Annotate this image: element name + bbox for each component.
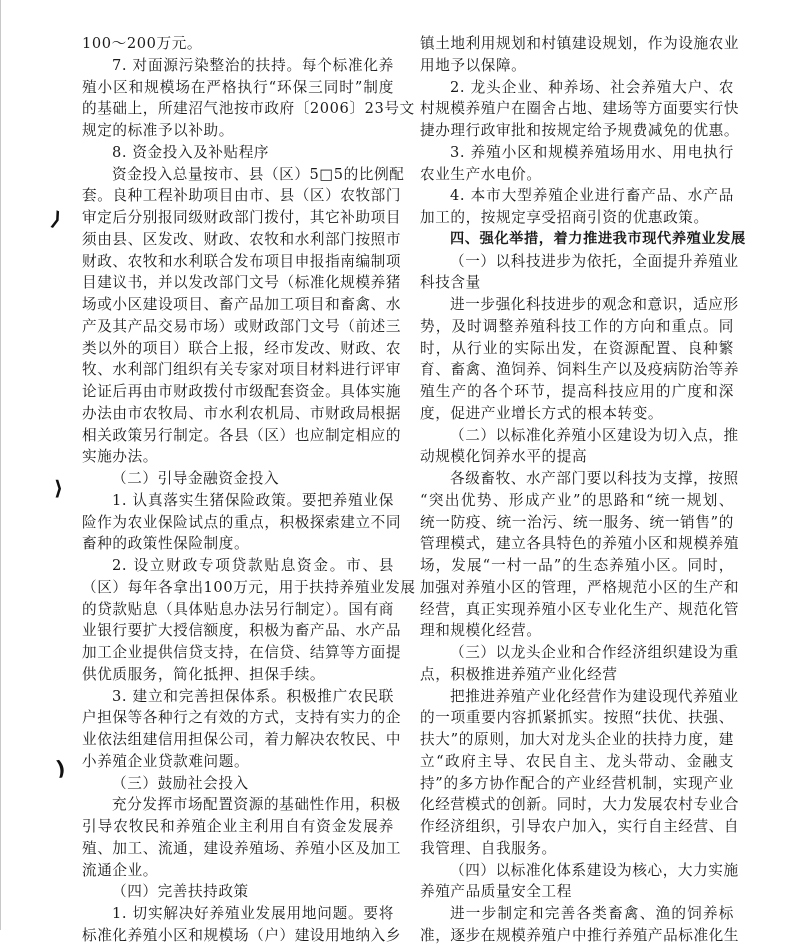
text-line: 标准化养殖小区和规模场（户）建设用地纳入乡	[82, 926, 402, 944]
text-line: 牧、水利部门组织有关专家对项目材料进行评审	[82, 361, 402, 379]
text-line: 村规模养殖户在圈舍占地、建场等方面要实行快	[420, 100, 740, 118]
text-line: 小养殖企业贷款难问题。	[82, 752, 250, 770]
text-line: 进一步强化科技进步的观念和意识，适应形	[450, 296, 739, 313]
text-line: 供优质服务，简化抵押、担保手续。	[82, 665, 326, 683]
text-line: 育、畜禽、渔饲养、饲料生产以及疫病防治等养	[420, 361, 740, 379]
section-heading: 四、强化举措，着力推进我市现代养殖业发展	[450, 230, 746, 247]
text-line: 畜种的政策性保险制度。	[82, 535, 250, 553]
text-line: 套。良种工程补助项目由市、县（区）农牧部门	[82, 187, 402, 205]
text-line: 2. 设立财政专项贷款贴息资金。市、县	[112, 557, 394, 574]
text-line: 1. 认真落实生猪保险政策。要把养殖业保	[112, 491, 394, 509]
text-line: 用地予以保障。	[420, 56, 527, 74]
text-line: 险作为农业保险试点的重点，积极探索建立不同	[82, 513, 402, 531]
text-line: 业银行要扩大授信额度，积极为畜产品、水产品	[82, 622, 402, 640]
text-line: 1. 切实解决好养殖业发展用地问题。要将	[112, 905, 394, 922]
text-line: 殖、加工、流通，建设养殖场、养殖小区及加工	[82, 839, 402, 857]
text-line: 财政、农牧和水利联合发布项目申报指南编制项	[82, 252, 402, 270]
text-line: 场，发展“一村一品”的生态养殖小区。同时，	[420, 557, 734, 574]
text-line: 充分发挥市场配置资源的基础性作用，积极	[112, 796, 401, 814]
text-line: 准，逐步在规模养殖户中推行养殖产品标准化生	[420, 926, 740, 944]
text-line: 7. 对面源污染整治的扶持。每个标准化养	[112, 56, 394, 74]
text-line: 度，促进产业增长方式的根本转变。	[420, 404, 664, 422]
text-line: （二）以标准化养殖小区建设为切入点，推	[450, 426, 739, 444]
text-line: 持”的多方协作配合的产业经营机制，实现产业	[420, 774, 734, 792]
text-line: （四）完善扶持政策	[112, 883, 249, 901]
text-line: 的贷款贴息（具体贴息办法另行制定）。国有商	[82, 600, 394, 618]
text-line: 我管理、自我服务。	[420, 839, 557, 857]
text-line: 产及其产品交易市场）或财政部门文号（前述三	[82, 317, 402, 335]
text-line: （一）以科技进步为依托，全面提升养殖业	[450, 252, 739, 270]
text-line: 的一项重要内容抓紧抓实。按照“扶优、扶强、	[420, 709, 734, 727]
text-line: “突出优势、形成产业”的思路和“统一规划、	[420, 491, 734, 509]
text-line: （三）鼓励社会投入	[112, 774, 249, 792]
text-line: 8. 资金投入及补贴程序	[112, 143, 270, 161]
page-edge	[0, 0, 1, 930]
text-line: 加强对养殖小区的管理，严格规范小区的生产和	[420, 578, 740, 596]
text-line: 进一步制定和完善各类畜禽、渔的饲养标	[450, 905, 734, 922]
right-text-column	[420, 33, 746, 947]
text-line: 业依法组建信用担保公司，着力解决农牧民、中	[82, 731, 402, 748]
binding-mark-icon: )	[53, 755, 68, 781]
text-line: 养殖产品质量安全工程	[420, 883, 572, 901]
text-line: 须由县、区发改、财政、农牧和水利部门按照市	[82, 230, 402, 248]
text-line: 户担保等各种行之有效的方式，支持有实力的企	[82, 709, 402, 727]
text-line: 理和规模化经营。	[420, 622, 542, 640]
text-line: 场或小区建设项目、畜产品加工项目和畜禽、水	[82, 296, 402, 313]
text-line: 扶大”的原则，加大对龙头企业的扶持力度，建	[420, 731, 734, 748]
text-line: 化经营模式的创新。同时，大力发展农村专业合	[420, 796, 740, 814]
binding-mark-icon: ⟩	[54, 476, 64, 500]
text-line: 殖生产的各个环节，提高科技应用的广度和深	[420, 383, 734, 400]
text-line: 加工企业提供信贷支持，在信贷、结算等方面提	[82, 644, 402, 661]
binding-mark-icon: ⟩	[48, 206, 65, 232]
text-line: 类以外的项目）联合上报，经市发改、财政、农	[82, 339, 402, 357]
text-line: （二）引导金融资金投入	[112, 470, 280, 487]
text-line: 把推进养殖产业化经营作为建设现代养殖业	[450, 687, 739, 705]
text-line: 3. 建立和完善担保体系。积极推广农民联	[112, 687, 394, 705]
text-line: 镇土地利用规划和村镇建设规划，作为设施农业	[420, 35, 740, 52]
text-line: 管理模式，建立各具特色的养殖小区和规模养殖	[420, 535, 740, 553]
text-line: （区）每年各拿出100万元，用于扶持养殖业发展	[82, 578, 416, 596]
text-line: 势，及时调整养殖科技工作的方向和重点。同	[420, 317, 734, 335]
text-line: 统一防疫、统一治污、统一服务、统一销售”的	[420, 513, 734, 531]
text-line: 的基础上，所建沼气池按市政府〔2006〕23号文	[82, 100, 415, 118]
text-line: 科技含量	[420, 274, 481, 292]
text-line: 殖小区和规模场在严格执行“环保三同时”制度	[82, 78, 394, 96]
text-line: 资金投入总量按市、县（区）5□5的比例配	[112, 165, 405, 183]
left-text-column	[82, 33, 416, 947]
text-line: 各级畜牧、水产部门要以科技为支撑，按照	[450, 470, 739, 487]
text-line: 目建议书，并以发改部门文号（标准化规模养猪	[82, 274, 402, 292]
text-line: 动规模化饲养水平的提高	[420, 448, 588, 466]
text-line: 点，积极推进养殖产业化经营	[420, 665, 618, 683]
text-line: （四）以标准化体系建设为核心，大力实施	[450, 861, 739, 879]
text-line: 加工的，按规定享受招商引资的优惠政策。	[420, 209, 709, 226]
text-line: 时，从行业的实际出发，在资源配置、良种繁	[420, 339, 734, 357]
text-line: 3. 养殖小区和规模养殖场用水、用电执行	[450, 143, 734, 161]
text-line: 作经济组织，引导农户加入，实行自主经营、自	[420, 818, 740, 835]
text-line: （三）以龙头企业和合作经济组织建设为重	[450, 644, 739, 661]
text-line: 100～200万元。	[82, 35, 203, 52]
text-line: 农业生产水电价。	[420, 165, 542, 183]
text-line: 经营，真正实现养殖小区专业化生产、规范化管	[420, 600, 740, 618]
text-line: 4. 本市大型养殖企业进行畜产品、水产品	[450, 187, 734, 205]
text-line: 规定的标准予以补助。	[82, 122, 234, 139]
text-line: 论证后再由市财政拨付市级配套资金。具体实施	[82, 383, 402, 400]
text-line: 立“政府主导、农民自主、龙头带动、金融支	[420, 752, 734, 770]
text-line: 流通企业。	[82, 861, 158, 879]
text-line: 审定后分别报同级财政部门拨付，其它补助项目	[82, 209, 402, 226]
text-line: 引导农牧民和养殖企业主利用自有资金发展养	[82, 818, 394, 835]
text-line: 实施办法。	[82, 448, 158, 466]
text-line: 相关政策另行制定。各县（区）也应制定相应的	[82, 426, 402, 444]
text-line: 捷办理行政审批和按规定给予规费减免的优惠。	[420, 122, 740, 139]
text-line: 2. 龙头企业、种养场、社会养殖大户、农	[450, 78, 734, 96]
text-line: 办法由市农牧局、市水利农机局、市财政局根据	[82, 404, 402, 422]
